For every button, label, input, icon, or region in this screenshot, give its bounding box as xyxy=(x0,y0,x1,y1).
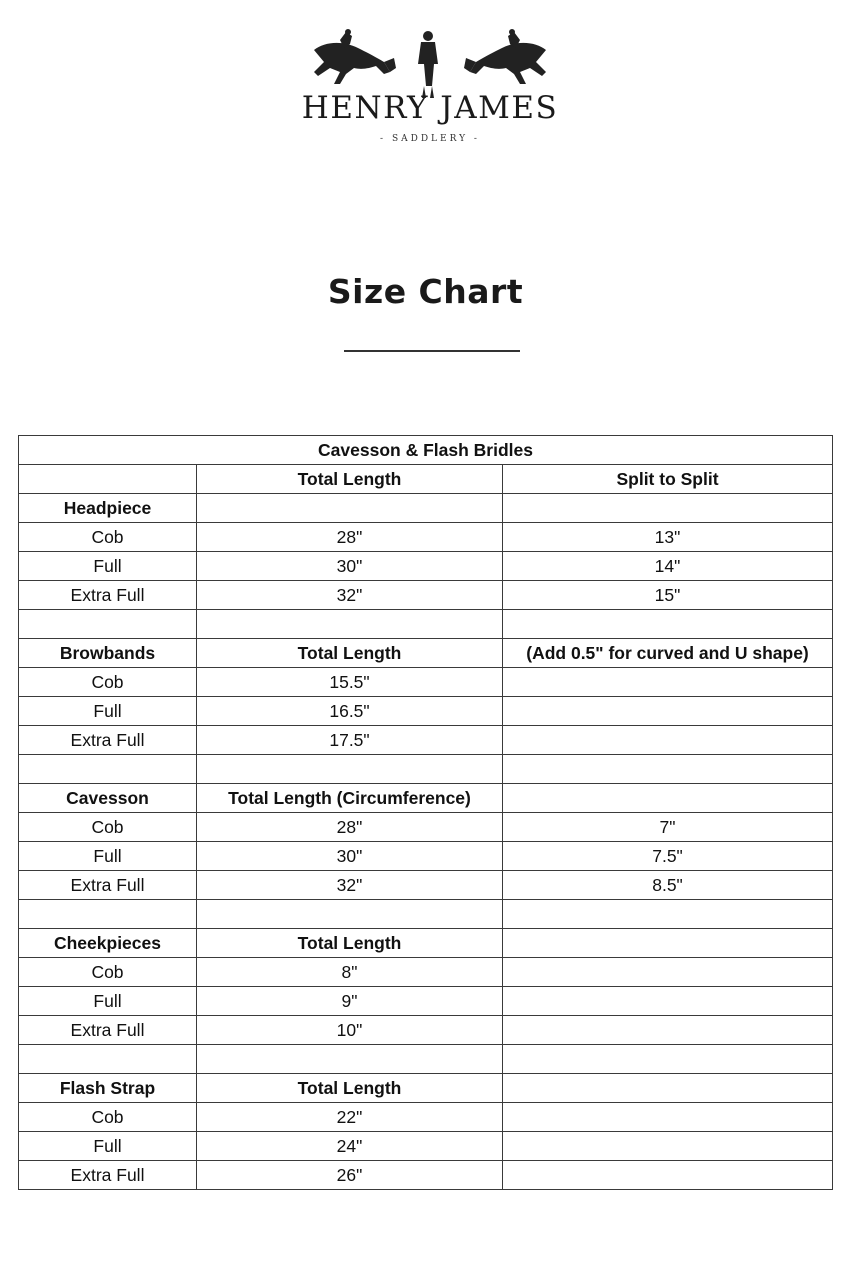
horse-riders-logo-icon xyxy=(300,28,560,98)
table-cell: 15" xyxy=(503,581,833,610)
table-cell: 7.5" xyxy=(503,842,833,871)
table-cell: Total Length xyxy=(197,639,503,668)
table-cell: 32" xyxy=(197,871,503,900)
table-cell: Extra Full xyxy=(19,726,197,755)
table-cell: Browbands xyxy=(19,639,197,668)
table-row xyxy=(19,755,833,784)
table-cell: Total Length xyxy=(197,1074,503,1103)
table-cell: 22" xyxy=(197,1103,503,1132)
table-cell xyxy=(503,1161,833,1190)
table-row xyxy=(19,784,833,813)
header-cell xyxy=(19,465,197,494)
table-cell: Cheekpieces xyxy=(19,929,197,958)
table-cell xyxy=(197,1045,503,1074)
table-row xyxy=(19,668,833,697)
table-cell xyxy=(197,900,503,929)
table-cell xyxy=(503,697,833,726)
table-cell: Extra Full xyxy=(19,1161,197,1190)
table-row xyxy=(19,552,833,581)
table-cell xyxy=(503,726,833,755)
table-cell xyxy=(503,987,833,1016)
table-cell xyxy=(503,1132,833,1161)
table-cell: Total Length xyxy=(197,929,503,958)
size-chart-table xyxy=(18,435,833,1190)
table-row xyxy=(19,1045,833,1074)
table-row xyxy=(19,900,833,929)
table-cell xyxy=(503,668,833,697)
table-cell xyxy=(19,755,197,784)
table-cell: Cob xyxy=(19,1103,197,1132)
table-row xyxy=(19,697,833,726)
table-cell xyxy=(503,929,833,958)
table-cell xyxy=(503,958,833,987)
table-caption-row xyxy=(19,436,833,465)
table-cell: Cavesson xyxy=(19,784,197,813)
table-cell: Extra Full xyxy=(19,871,197,900)
header-cell: Total Length xyxy=(197,465,503,494)
table-cell: Total Length (Circumference) xyxy=(197,784,503,813)
table-caption: Cavesson & Flash Bridles xyxy=(19,436,833,465)
table-cell xyxy=(503,1045,833,1074)
brand-name: HENRY JAMES xyxy=(301,90,559,126)
brand-logo xyxy=(300,28,560,153)
table-row xyxy=(19,958,833,987)
table-cell: Full xyxy=(19,1132,197,1161)
table-cell: 24" xyxy=(197,1132,503,1161)
table-cell: 16.5" xyxy=(197,697,503,726)
table-cell xyxy=(503,1103,833,1132)
table-row xyxy=(19,639,833,668)
table-cell: Full xyxy=(19,552,197,581)
table-cell xyxy=(19,610,197,639)
table-cell: 8.5" xyxy=(503,871,833,900)
table-row xyxy=(19,581,833,610)
table-cell: 8" xyxy=(197,958,503,987)
table-cell xyxy=(503,900,833,929)
table-row xyxy=(19,871,833,900)
table-row xyxy=(19,813,833,842)
table-row xyxy=(19,987,833,1016)
table-cell: 30" xyxy=(197,842,503,871)
table-cell xyxy=(197,494,503,523)
table-cell xyxy=(197,755,503,784)
header-cell: Split to Split xyxy=(503,465,833,494)
table-row xyxy=(19,842,833,871)
table-cell xyxy=(503,494,833,523)
table-cell: Cob xyxy=(19,523,197,552)
table-row xyxy=(19,523,833,552)
brand-subtitle: - SADDLERY - xyxy=(380,134,480,144)
table-cell: (Add 0.5" for curved and U shape) xyxy=(503,639,833,668)
table-cell xyxy=(197,610,503,639)
table-row xyxy=(19,1161,833,1190)
table-row xyxy=(19,726,833,755)
table-row xyxy=(19,1132,833,1161)
table-cell: Extra Full xyxy=(19,581,197,610)
table-row xyxy=(19,610,833,639)
table-cell xyxy=(19,1045,197,1074)
table-cell: 26" xyxy=(197,1161,503,1190)
table-cell xyxy=(503,1074,833,1103)
table-row xyxy=(19,1074,833,1103)
table-row xyxy=(19,494,833,523)
table-cell: 30" xyxy=(197,552,503,581)
table-cell: Full xyxy=(19,697,197,726)
table-cell xyxy=(19,900,197,929)
table-cell: 15.5" xyxy=(197,668,503,697)
table-cell: 13" xyxy=(503,523,833,552)
table-cell: Extra Full xyxy=(19,1016,197,1045)
table-row xyxy=(19,1016,833,1045)
table-cell: 28" xyxy=(197,813,503,842)
table-cell: Cob xyxy=(19,813,197,842)
table-cell: 28" xyxy=(197,523,503,552)
table-cell: 14" xyxy=(503,552,833,581)
table-cell: Headpiece xyxy=(19,494,197,523)
title-divider xyxy=(344,350,520,352)
table-cell xyxy=(503,610,833,639)
table-cell: 32" xyxy=(197,581,503,610)
table-cell: 10" xyxy=(197,1016,503,1045)
table-cell: 7" xyxy=(503,813,833,842)
table-cell: Full xyxy=(19,987,197,1016)
table-cell: Cob xyxy=(19,668,197,697)
table-cell: 9" xyxy=(197,987,503,1016)
table-row xyxy=(19,929,833,958)
table-cell: Flash Strap xyxy=(19,1074,197,1103)
table-cell xyxy=(503,784,833,813)
table-cell: Cob xyxy=(19,958,197,987)
table-cell xyxy=(503,755,833,784)
table-row xyxy=(19,1103,833,1132)
table-cell xyxy=(503,1016,833,1045)
table-cell: Full xyxy=(19,842,197,871)
page-title: Size Chart xyxy=(327,272,524,311)
table-header-row xyxy=(19,465,833,494)
table-cell: 17.5" xyxy=(197,726,503,755)
